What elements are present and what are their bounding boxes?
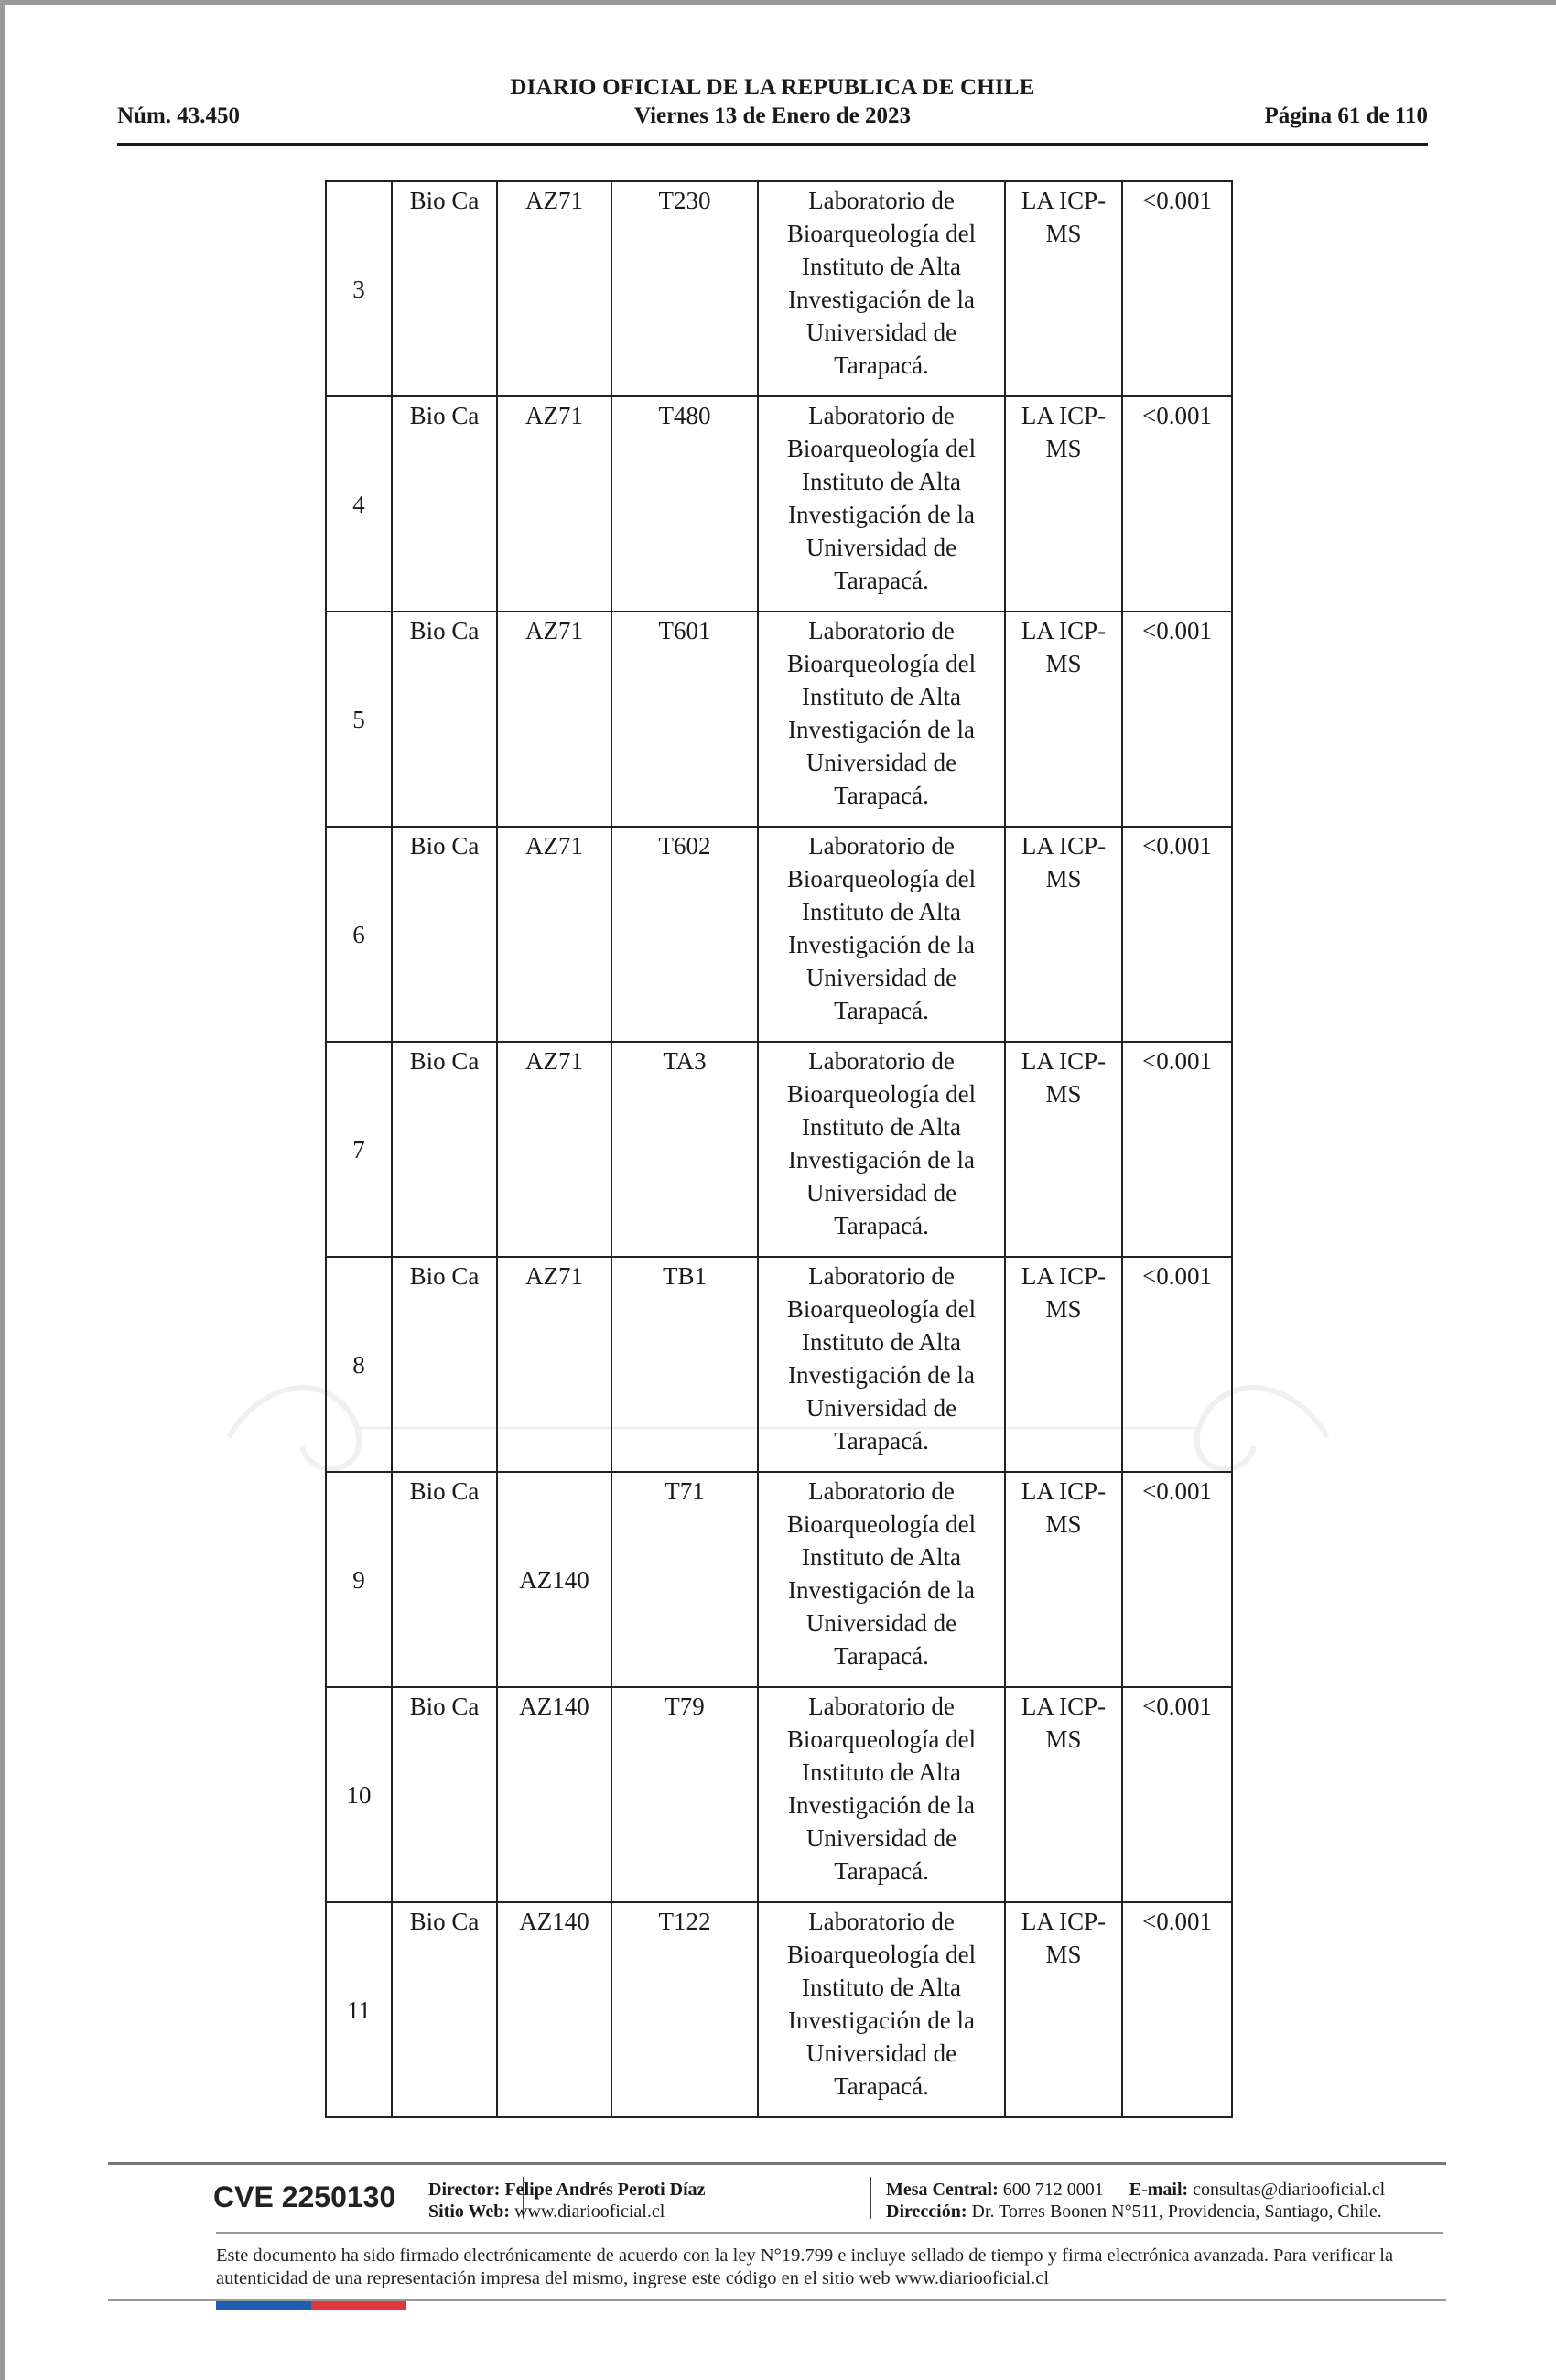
laboratory-line: Tarapacá. xyxy=(834,1857,929,1885)
method-line: LA ICP- xyxy=(1021,1047,1107,1075)
laboratory-line: Instituto de Alta xyxy=(802,1113,961,1141)
laboratory-cell xyxy=(758,181,1005,396)
sample-cell xyxy=(392,611,497,827)
sample-cell xyxy=(392,396,497,611)
laboratory-line: Bioarqueología del xyxy=(786,1295,977,1323)
specimen-id-cell xyxy=(611,1042,758,1257)
results-table xyxy=(325,180,1233,2118)
row-number-cell xyxy=(326,396,392,611)
laboratory-cell xyxy=(758,1257,1005,1472)
sample-type: Bio Ca xyxy=(409,187,480,214)
table-row xyxy=(326,396,1232,611)
laboratory-line: Tarapacá. xyxy=(834,997,929,1024)
result-cell xyxy=(1122,611,1232,827)
laboratory-line: Tarapacá. xyxy=(834,1427,929,1455)
sample-cell xyxy=(392,827,497,1042)
result-cell xyxy=(1122,396,1232,611)
laboratory-line: Laboratorio de xyxy=(808,1908,955,1935)
row-number: 10 xyxy=(346,1780,372,1809)
row-number: 4 xyxy=(352,490,365,518)
laboratory-line: Universidad de xyxy=(805,749,957,776)
sample-code: AZ71 xyxy=(525,617,583,644)
code-cell xyxy=(497,1687,611,1902)
laboratory-line: Investigación de la xyxy=(788,931,975,958)
footer-separator xyxy=(870,2177,871,2219)
laboratory-line: Laboratorio de xyxy=(808,402,955,429)
sample-code: AZ140 xyxy=(519,1565,589,1594)
sample-type: Bio Ca xyxy=(409,1908,480,1935)
code-cell xyxy=(497,1257,611,1472)
laboratory-line: Investigación de la xyxy=(788,286,975,313)
result-value: <0.001 xyxy=(1142,1047,1212,1075)
result-value: <0.001 xyxy=(1142,832,1212,860)
method-line: LA ICP- xyxy=(1021,1693,1107,1720)
email-label: E-mail: xyxy=(1129,2180,1189,2200)
specimen-id: T71 xyxy=(665,1477,705,1505)
table-row xyxy=(326,1472,1232,1687)
method-line: LA ICP- xyxy=(1021,402,1107,429)
newspaper-title: DIARIO OFICIAL DE LA REPUBLICA DE CHILE xyxy=(510,75,1035,100)
laboratory-line: Universidad de xyxy=(805,534,957,561)
method-line: LA ICP- xyxy=(1021,1262,1107,1290)
method-line: MS xyxy=(1045,220,1082,247)
laboratory-cell xyxy=(758,396,1005,611)
row-number-cell xyxy=(326,1687,392,1902)
sample-type: Bio Ca xyxy=(409,1693,480,1720)
code-cell xyxy=(497,827,611,1042)
specimen-id-cell xyxy=(611,1472,758,1687)
laboratory-line: Laboratorio de xyxy=(808,1477,955,1505)
row-number-cell xyxy=(326,611,392,827)
method-cell xyxy=(1005,181,1122,396)
method-cell xyxy=(1005,611,1122,827)
result-value: <0.001 xyxy=(1142,617,1212,644)
page-header xyxy=(117,75,1428,146)
row-number-cell xyxy=(326,1472,392,1687)
result-value: <0.001 xyxy=(1142,1908,1212,1935)
method-line: MS xyxy=(1045,865,1082,892)
row-number-cell xyxy=(326,1042,392,1257)
mesa-phone: 600 712 0001 xyxy=(1002,2180,1104,2200)
laboratory-line: Universidad de xyxy=(805,1394,957,1422)
method-line: MS xyxy=(1045,1080,1082,1108)
laboratory-line: Instituto de Alta xyxy=(802,468,961,495)
specimen-id: T230 xyxy=(658,187,711,214)
specimen-id: T122 xyxy=(658,1908,711,1935)
sample-type: Bio Ca xyxy=(409,617,480,644)
laboratory-line: Laboratorio de xyxy=(808,617,955,644)
code-cell xyxy=(497,1042,611,1257)
laboratory-cell xyxy=(758,611,1005,827)
laboratory-line: Investigación de la xyxy=(788,1791,975,1819)
sample-code: AZ71 xyxy=(525,1047,583,1075)
result-value: <0.001 xyxy=(1142,1262,1212,1290)
footer-contact-block xyxy=(886,2179,1556,2223)
method-line: MS xyxy=(1045,1295,1082,1323)
laboratory-line: Laboratorio de xyxy=(808,1693,955,1720)
laboratory-line: Bioarqueología del xyxy=(786,1510,977,1538)
table-row xyxy=(326,1257,1232,1472)
chile-flag-stripe xyxy=(216,2301,406,2310)
row-number-cell xyxy=(326,1902,392,2117)
page-number: Página 61 de 110 xyxy=(1264,103,1428,128)
laboratory-line: Bioarqueología del xyxy=(786,1941,977,1968)
sample-type: Bio Ca xyxy=(409,1047,480,1075)
method-line: MS xyxy=(1045,1941,1082,1968)
row-number: 9 xyxy=(352,1565,365,1594)
method-line: MS xyxy=(1045,1726,1082,1753)
row-number: 5 xyxy=(352,705,365,733)
specimen-id: TB1 xyxy=(662,1262,707,1290)
specimen-id-cell xyxy=(611,1902,758,2117)
method-line: LA ICP- xyxy=(1021,617,1107,644)
method-cell xyxy=(1005,1902,1122,2117)
laboratory-line: Universidad de xyxy=(805,1609,957,1637)
result-cell xyxy=(1122,181,1232,396)
result-cell xyxy=(1122,1042,1232,1257)
method-line: LA ICP- xyxy=(1021,1908,1107,1935)
laboratory-line: Tarapacá. xyxy=(834,567,929,594)
method-line: MS xyxy=(1045,1510,1082,1538)
footer-mid-rule xyxy=(216,2232,1443,2234)
sample-code: AZ140 xyxy=(519,1693,589,1720)
laboratory-line: Tarapacá. xyxy=(834,782,929,809)
row-number-cell xyxy=(326,827,392,1042)
sample-code: AZ71 xyxy=(525,1262,583,1290)
code-cell xyxy=(497,1472,611,1687)
laboratory-line: Instituto de Alta xyxy=(802,898,961,925)
laboratory-line: Universidad de xyxy=(805,1824,957,1852)
row-number: 3 xyxy=(352,275,365,303)
specimen-id-cell xyxy=(611,181,758,396)
method-line: LA ICP- xyxy=(1021,187,1107,214)
table-row xyxy=(326,181,1232,396)
sample-cell xyxy=(392,1257,497,1472)
method-cell xyxy=(1005,1042,1122,1257)
result-cell xyxy=(1122,1257,1232,1472)
code-cell xyxy=(497,396,611,611)
row-number: 11 xyxy=(347,1996,371,2024)
specimen-id: T79 xyxy=(665,1693,705,1720)
mesa-label: Mesa Central: xyxy=(886,2180,999,2200)
sample-type: Bio Ca xyxy=(409,832,480,860)
sample-cell xyxy=(392,1687,497,1902)
result-value: <0.001 xyxy=(1142,187,1212,214)
laboratory-line: Bioarqueología del xyxy=(786,865,977,892)
row-number-cell xyxy=(326,1257,392,1472)
laboratory-line: Bioarqueología del xyxy=(786,650,977,677)
row-number: 8 xyxy=(352,1350,365,1379)
director-label: Director: xyxy=(428,2180,501,2200)
issue-number: Núm. 43.450 xyxy=(117,103,241,128)
laboratory-line: Tarapacá. xyxy=(834,1642,929,1670)
sample-cell xyxy=(392,1902,497,2117)
code-cell xyxy=(497,611,611,827)
specimen-id: TA3 xyxy=(663,1047,707,1075)
method-cell xyxy=(1005,1687,1122,1902)
sample-code: AZ71 xyxy=(525,402,583,429)
laboratory-cell xyxy=(758,827,1005,1042)
laboratory-line: Tarapacá. xyxy=(834,1212,929,1239)
laboratory-line: Tarapacá. xyxy=(834,2072,929,2100)
result-cell xyxy=(1122,1472,1232,1687)
laboratory-line: Investigación de la xyxy=(788,501,975,528)
sample-type: Bio Ca xyxy=(409,1262,480,1290)
laboratory-line: Investigación de la xyxy=(788,1146,975,1174)
specimen-id-cell xyxy=(611,1257,758,1472)
laboratory-cell xyxy=(758,1472,1005,1687)
method-cell xyxy=(1005,396,1122,611)
sample-cell xyxy=(392,1472,497,1687)
sample-cell xyxy=(392,181,497,396)
laboratory-line: Instituto de Alta xyxy=(802,1328,961,1356)
specimen-id: T480 xyxy=(658,402,711,429)
table-row xyxy=(326,1902,1232,2117)
result-cell xyxy=(1122,1687,1232,1902)
laboratory-line: Bioarqueología del xyxy=(786,1726,977,1753)
laboratory-line: Instituto de Alta xyxy=(802,1974,961,2001)
laboratory-line: Laboratorio de xyxy=(808,832,955,860)
row-number: 7 xyxy=(352,1135,365,1163)
specimen-id-cell xyxy=(611,1687,758,1902)
laboratory-line: Bioarqueología del xyxy=(786,435,977,462)
web-label: Sitio Web: xyxy=(428,2202,511,2222)
laboratory-line: Universidad de xyxy=(805,1179,957,1206)
laboratory-line: Instituto de Alta xyxy=(802,1758,961,1786)
method-cell xyxy=(1005,1257,1122,1472)
footer-director-block xyxy=(428,2179,859,2223)
code-cell xyxy=(497,181,611,396)
table-row xyxy=(326,1042,1232,1257)
laboratory-line: Investigación de la xyxy=(788,716,975,743)
laboratory-cell xyxy=(758,1902,1005,2117)
method-line: MS xyxy=(1045,650,1082,677)
issue-date: Viernes 13 de Enero de 2023 xyxy=(633,103,912,128)
laboratory-line: Tarapacá. xyxy=(834,352,929,379)
table-row xyxy=(326,611,1232,827)
specimen-id-cell xyxy=(611,827,758,1042)
laboratory-line: Universidad de xyxy=(805,319,957,346)
laboratory-line: Investigación de la xyxy=(788,1576,975,1604)
sample-code: AZ140 xyxy=(519,1908,589,1935)
laboratory-cell xyxy=(758,1687,1005,1902)
sample-cell xyxy=(392,1042,497,1257)
method-cell xyxy=(1005,1472,1122,1687)
laboratory-line: Laboratorio de xyxy=(808,1047,955,1075)
footer-top-rule xyxy=(108,2162,1446,2165)
laboratory-line: Instituto de Alta xyxy=(802,253,961,280)
method-line: MS xyxy=(1045,435,1082,462)
address-label: Dirección: xyxy=(886,2202,967,2222)
email-link[interactable]: consultas@diariooficial.cl xyxy=(1193,2180,1386,2200)
address-value: Dr. Torres Boonen N°511, Providencia, Santiago, Chile. xyxy=(971,2202,1382,2222)
result-value: <0.001 xyxy=(1142,1477,1212,1505)
laboratory-line: Investigación de la xyxy=(788,2007,975,2034)
laboratory-line: Bioarqueología del xyxy=(786,220,977,247)
row-number: 6 xyxy=(352,920,365,948)
cve-code: CVE 2250130 xyxy=(213,2180,396,2213)
specimen-id-cell xyxy=(611,611,758,827)
table-row xyxy=(326,827,1232,1042)
laboratory-cell xyxy=(758,1042,1005,1257)
laboratory-line: Instituto de Alta xyxy=(802,683,961,710)
specimen-id: T602 xyxy=(658,832,711,860)
laboratory-line: Instituto de Alta xyxy=(802,1543,961,1571)
code-cell xyxy=(497,1902,611,2117)
result-cell xyxy=(1122,827,1232,1042)
sample-code: AZ71 xyxy=(525,832,583,860)
legal-notice: Este documento ha sido firmado electrónicamente de acuerdo con la ley N°19.799 e incluye sellado de tiempo y firma electrónica avanzada. Para verificar la autenticidad de una representación impresa del mismo, ingrese este código en el sitio web www.diariooficial.cl xyxy=(216,2245,1394,2288)
sample-code: AZ71 xyxy=(525,187,583,214)
method-cell xyxy=(1005,827,1122,1042)
specimen-id: T601 xyxy=(658,617,711,644)
laboratory-line: Universidad de xyxy=(805,964,957,991)
result-value: <0.001 xyxy=(1142,1693,1212,1720)
laboratory-line: Laboratorio de xyxy=(808,1262,955,1290)
sample-type: Bio Ca xyxy=(409,1477,480,1505)
table-row xyxy=(326,1687,1232,1902)
result-cell xyxy=(1122,1902,1232,2117)
laboratory-line: Universidad de xyxy=(805,2039,957,2067)
web-link[interactable]: www.diariooficial.cl xyxy=(514,2202,665,2222)
method-line: LA ICP- xyxy=(1021,1477,1107,1505)
row-number-cell xyxy=(326,181,392,396)
laboratory-line: Investigación de la xyxy=(788,1361,975,1389)
result-value: <0.001 xyxy=(1142,402,1212,429)
flag-red-stripe xyxy=(311,2301,406,2310)
flag-blue-stripe xyxy=(216,2301,311,2310)
specimen-id-cell xyxy=(611,396,758,611)
sample-type: Bio Ca xyxy=(409,402,480,429)
method-line: LA ICP- xyxy=(1021,832,1107,860)
laboratory-line: Bioarqueología del xyxy=(786,1080,977,1108)
director-name: Felipe Andrés Peroti Díaz xyxy=(504,2180,706,2200)
laboratory-line: Laboratorio de xyxy=(808,187,955,214)
